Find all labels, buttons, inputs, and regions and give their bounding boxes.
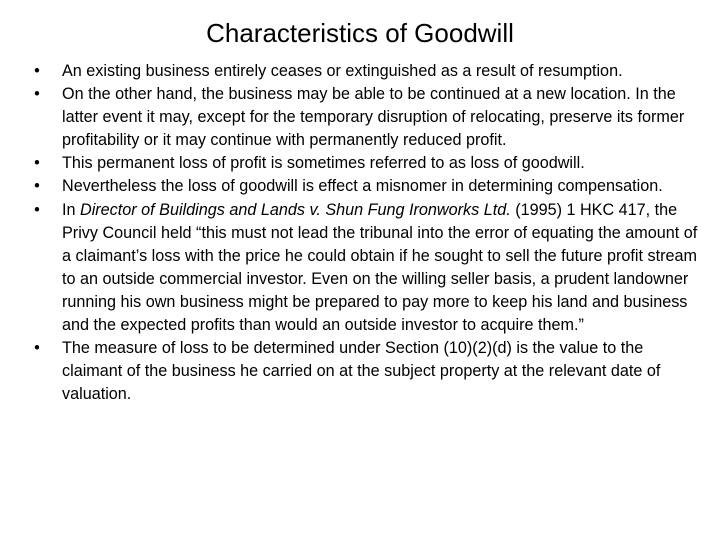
bullet-item — [34, 60, 702, 83]
bullet-text: An existing business entirely ceases or extinguished as a result of resumption. — [62, 62, 623, 80]
bullet-item — [34, 337, 702, 406]
bullet-dot: • — [34, 62, 40, 80]
bullet-item — [34, 175, 702, 198]
bullet-text: This permanent loss of profit is sometimes referred to as loss of goodwill. — [62, 154, 585, 173]
bullet-prefix: In — [62, 200, 80, 219]
bullet-item — [34, 199, 702, 338]
bullet-dot: • — [34, 85, 40, 104]
bullet-dot: • — [34, 339, 40, 358]
bullet-dot: • — [34, 177, 40, 196]
bullet-suffix: (1995) 1 HKC 417, the Privy Council held “this must not lead the tribunal into the error of equating the amount of a claimant’s loss with the price he could obtain if he sought to sell the future profit stream to an outside commercial investor. Even on the willing seller basis, a prudent landowner running his own business might be prepared to pay more to keep his land and business and the expected profits than would an outside investor to acquire them.” — [62, 200, 698, 335]
case-name: Director of Buildings and Lands v. Shun Fung Ironworks Ltd. — [80, 200, 511, 219]
bullet-dot: • — [34, 154, 40, 173]
slide-title: Characteristics of Goodwill — [206, 18, 514, 48]
bullet-item — [34, 83, 702, 152]
bullet-list — [34, 60, 702, 406]
bullet-dot: • — [34, 200, 40, 219]
bullet-item — [34, 152, 702, 175]
bullet-text: The measure of loss to be determined under Section (10)(2)(d) is the value to the claimant of the business he carried on at the subject property at the relevant date of valuation. — [62, 339, 661, 404]
bullet-text — [62, 201, 697, 334]
bullet-text: Nevertheless the loss of goodwill is effect a misnomer in determining compensation. — [62, 177, 663, 196]
bullet-text: On the other hand, the business may be able to be continued at a new location. In the latter event it may, except for the temporary disruption of relocating, preserve its former profitability or it may continue with permanently reduced profit. — [62, 85, 685, 150]
